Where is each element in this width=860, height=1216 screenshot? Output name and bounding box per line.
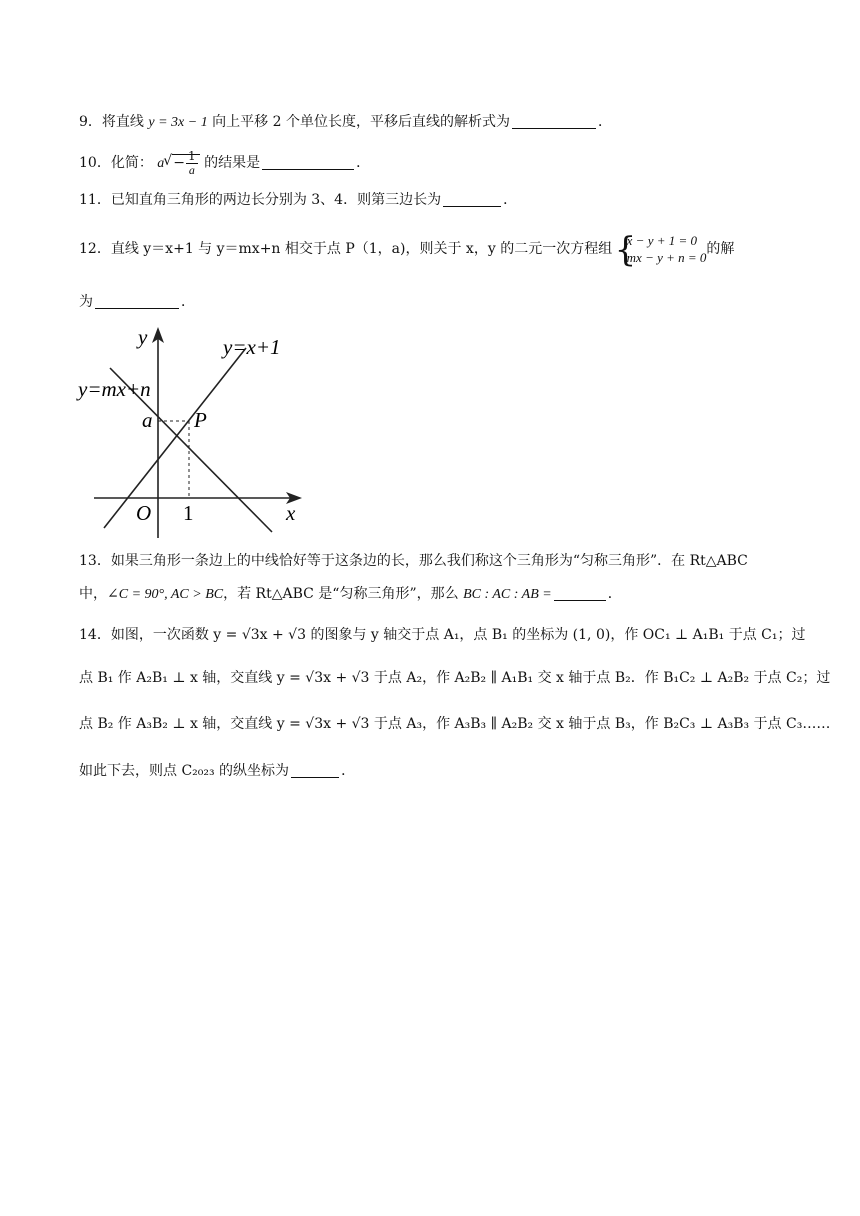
question-text: 中，: [79, 586, 107, 602]
question-text: 为: [79, 294, 93, 310]
question-number: 12．: [79, 241, 111, 257]
question-number: 14．: [79, 627, 111, 643]
formula: y = 3x − 1: [148, 115, 208, 130]
period: ．: [181, 294, 195, 310]
answer-blank[interactable]: [291, 761, 339, 778]
line-y-x-plus-1: [104, 348, 246, 528]
variable: a: [157, 156, 165, 171]
minus-sign: −: [173, 155, 186, 171]
question-text: 如图，一次函数 y = √3x + √3 的图象与 y 轴交于点 A₁，点 B₁ 的坐标为 (1, 0)，作 OC₁ ⊥ A₁B₁ 于点 C₁；过: [110, 627, 806, 643]
question-text: 向上平移 2 个单位长度，平移后直线的解析式为: [212, 114, 510, 130]
question-text: 将直线: [101, 114, 144, 130]
question-12-continued: [79, 291, 790, 313]
square-root: [164, 148, 199, 178]
question-text: 如果三角形一条边上的中线恰好等于这条边的长，那么我们称这个三角形为“匀称三角形”．在 Rt△ABC: [110, 553, 748, 569]
question-number: 13．: [79, 553, 111, 569]
question-11: [79, 189, 790, 211]
question-14-line-2: [79, 667, 831, 689]
period: ．: [607, 586, 622, 602]
graph-svg: [76, 320, 316, 545]
question-9: [79, 111, 790, 134]
answer-blank[interactable]: [554, 584, 606, 601]
label-y: y: [138, 325, 148, 349]
question-number: 10．: [79, 155, 111, 171]
denominator: a: [188, 162, 195, 177]
label-p: P: [194, 408, 207, 432]
question-text: 化简：: [110, 155, 153, 171]
question-number: 9．: [79, 114, 102, 130]
question-text: 直线 y＝x+1 与 y＝mx+n 相交于点 P（1，a)，则关于 x，y 的二元一次方程组: [110, 241, 613, 257]
function-graph: [76, 320, 316, 545]
label-o: O: [136, 501, 152, 525]
question-text: 如此下去，则点 C₂₀₂₃ 的纵坐标为: [79, 763, 290, 779]
question-14-line-4: [79, 760, 790, 782]
question-text: 点 B₁ 作 A₂B₁ ⊥ x 轴，交直线 y = √3x + √3 于点 A₂，作 A₂B₂ ∥ A₁B₁ 交 x 轴于点 B₂．作 B₁C₂ ⊥ A₂B₂ 于点 C₂；过: [79, 670, 831, 686]
period: ．: [341, 763, 356, 779]
question-14-line-3: [79, 713, 831, 735]
condition: ∠C = 90°, AC > BC: [107, 587, 224, 602]
ratio: BC : AC : AB =: [463, 587, 552, 602]
equation-system: [617, 232, 707, 266]
answer-blank[interactable]: [512, 112, 596, 129]
question-12: [79, 230, 790, 268]
question-10: [79, 148, 790, 179]
label-a: a: [142, 408, 153, 432]
question-text: ，若 Rt△ABC 是“匀称三角形”，那么: [223, 586, 459, 602]
answer-blank[interactable]: [262, 153, 354, 170]
question-13-continued: [79, 583, 790, 606]
numerator: 1: [188, 148, 196, 163]
question-text: 点 B₂ 作 A₃B₂ ⊥ x 轴，交直线 y = √3x + √3 于点 A₃，作 A₃B₃ ∥ A₂B₂ 交 x 轴于点 B₃，作 B₂C₃ ⊥ A₃B₃ 于点 C₃……: [79, 716, 831, 732]
question-text: 的解: [706, 241, 735, 257]
question-text: 的结果是: [204, 155, 261, 171]
answer-blank[interactable]: [443, 190, 501, 207]
label-1: 1: [183, 501, 194, 525]
question-13: [79, 550, 790, 572]
period: ．: [597, 114, 612, 130]
equation-1: { x − y + 1 = 0: [626, 233, 698, 248]
question-14: [79, 624, 806, 646]
period: ．: [356, 155, 371, 171]
fraction: [186, 150, 198, 177]
question-number: 11．: [79, 192, 111, 208]
period: ．: [503, 192, 518, 208]
label-x: x: [286, 501, 296, 525]
answer-blank[interactable]: [95, 292, 179, 309]
question-text: 已知直角三角形的两边长分别为 3、4．则第三边长为: [110, 192, 442, 208]
label-line2: y=mx+n: [78, 377, 151, 401]
label-line1: y=x+1: [223, 335, 281, 359]
equation-2: mx − y + n = 0: [626, 250, 707, 265]
